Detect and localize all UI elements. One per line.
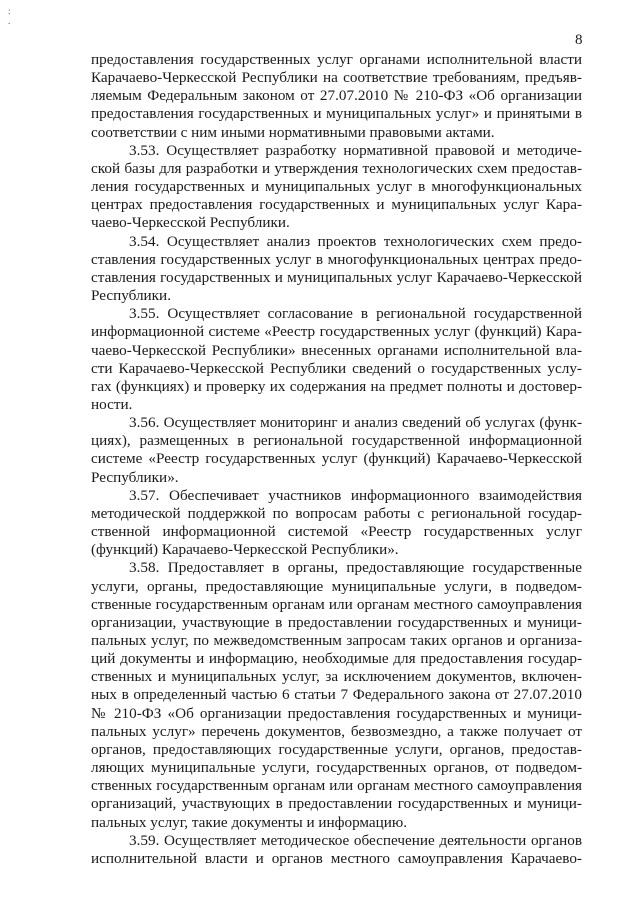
text-line: методической поддержкой по вопросам работы с региональной государ- — [91, 504, 582, 522]
paragraph-3-55 — [91, 305, 582, 414]
text-line: 3.58. Предоставляет в органы, предоставляющие государственные — [129, 559, 582, 577]
paragraph-3-56 — [91, 414, 582, 487]
text-line: ставления государственных услуг в многофункциональных центрах предо- — [91, 250, 582, 268]
text-line: системе «Реестр государственных услуг (функций) Карачаево-Черкесской — [91, 450, 582, 468]
text-line: циях), размещенных в региональной государственной информационной — [91, 432, 582, 450]
text-line: пальных услуг, такие документы и информацию. — [91, 813, 408, 831]
text-line: пальных услуг» перечень документов, безвозмездно, а также получает от — [91, 722, 582, 740]
text-line: гах (функциях) и проверку их содержания на предмет полноты и достовер- — [91, 377, 582, 395]
text-line: 3.54. Осуществляет анализ проектов технологических схем предо- — [129, 232, 582, 250]
text-line: предоставления государственных услуг органами исполнительной власти — [91, 51, 582, 68]
paragraph-3-58 — [91, 559, 582, 831]
text-line: ций документы и информацию, необходимые для предоставления государ- — [91, 650, 582, 668]
text-line: сти Карачаево-Черкесской Республики сведений о государственных услу- — [91, 359, 582, 377]
text-line: 3.53. Осуществляет разработку нормативной правовой и методиче- — [129, 141, 582, 159]
text-line: Республики». — [91, 468, 179, 486]
text-line: Республики. — [91, 287, 171, 305]
text-line: Карачаево-Черкесской Республики на соответствие требованиям, предъяв- — [91, 69, 582, 87]
text-line: ставления государственных и муниципальных услуг Карачаево-Черкесской — [91, 268, 582, 286]
text-line: пальных услуг, по межведомственным запросам таких органов и организа- — [91, 632, 582, 649]
text-line: предоставления государственных и муниципальных услуг» и принятыми в — [91, 105, 582, 123]
document-body — [91, 51, 582, 868]
text-line: центрах предоставления государственных и муниципальных услуг Кара- — [91, 196, 582, 214]
text-line: 3.56. Осуществляет мониторинг и анализ сведений об услугах (функ- — [129, 414, 582, 432]
text-line: услуги, органы, предоставляющие муниципальные услуги, в подведом- — [91, 577, 582, 595]
paragraph-cont — [91, 51, 582, 142]
text-line: организаций, участвующих в предоставлении государственных и муници- — [91, 795, 582, 813]
paragraph-3-57 — [91, 487, 582, 560]
text-line: ляемым Федеральным законом от 27.07.2010 № 210-ФЗ «Об организации — [91, 87, 582, 105]
text-line: чаево-Черкесской Республики. — [91, 214, 290, 232]
text-line: 3.57. Обеспечивает участников информационного взаимодействия — [129, 486, 582, 504]
text-line: ственных государственным органам или органам местного самоуправления — [91, 777, 582, 795]
text-line: исполнительной власти и органов местного самоуправления Карачаево- — [91, 849, 582, 867]
text-line: № 210-ФЗ «Об организации предоставления государственных и муници- — [91, 704, 582, 722]
text-line: 3.59. Осуществляет методическое обеспечение деятельности органов — [129, 831, 582, 849]
paragraph-3-59 — [91, 832, 582, 868]
scan-edge-marks: : . — [8, 6, 11, 26]
text-line: ственных и муниципальных услуг, за исключением документов, включен- — [91, 668, 582, 686]
text-line: ственной информационной системой «Реестр государственных услуг — [91, 523, 582, 541]
text-line: ных в определенный частью 6 статьи 7 Федерального закона от 27.07.2010 — [91, 686, 582, 704]
text-line: организации, участвующие в предоставлении государственных и муници- — [91, 613, 582, 631]
paragraph-3-53 — [91, 142, 582, 233]
text-line: чаево-Черкесской Республики» внесенных органами исполнительной вла- — [91, 341, 582, 359]
text-line: 3.55. Осуществляет согласование в региональной государственной — [129, 305, 582, 323]
page-number: 8 — [575, 32, 583, 48]
text-line: ственные государственным органам или органам местного самоуправления — [91, 595, 582, 613]
text-line: ления государственных и муниципальных услуг в многофункциональных — [91, 178, 582, 196]
text-line: (функций) Карачаево-Черкесской Республики». — [91, 541, 399, 559]
text-line: соответствии с ним иными нормативными правовыми актами. — [91, 123, 495, 141]
text-line: информационной системе «Реестр государственных услуг (функций) Кара- — [91, 323, 582, 341]
paragraph-3-54 — [91, 233, 582, 306]
text-line: ской базы для разработки и утверждения технологических схем предостав- — [91, 159, 582, 177]
text-line: ляющих муниципальные услуги, государственных органов, от подведом- — [91, 759, 582, 777]
text-line: органов, предоставляющих государственные услуги, органов, предостав- — [91, 740, 582, 758]
text-line: ности. — [91, 395, 133, 413]
